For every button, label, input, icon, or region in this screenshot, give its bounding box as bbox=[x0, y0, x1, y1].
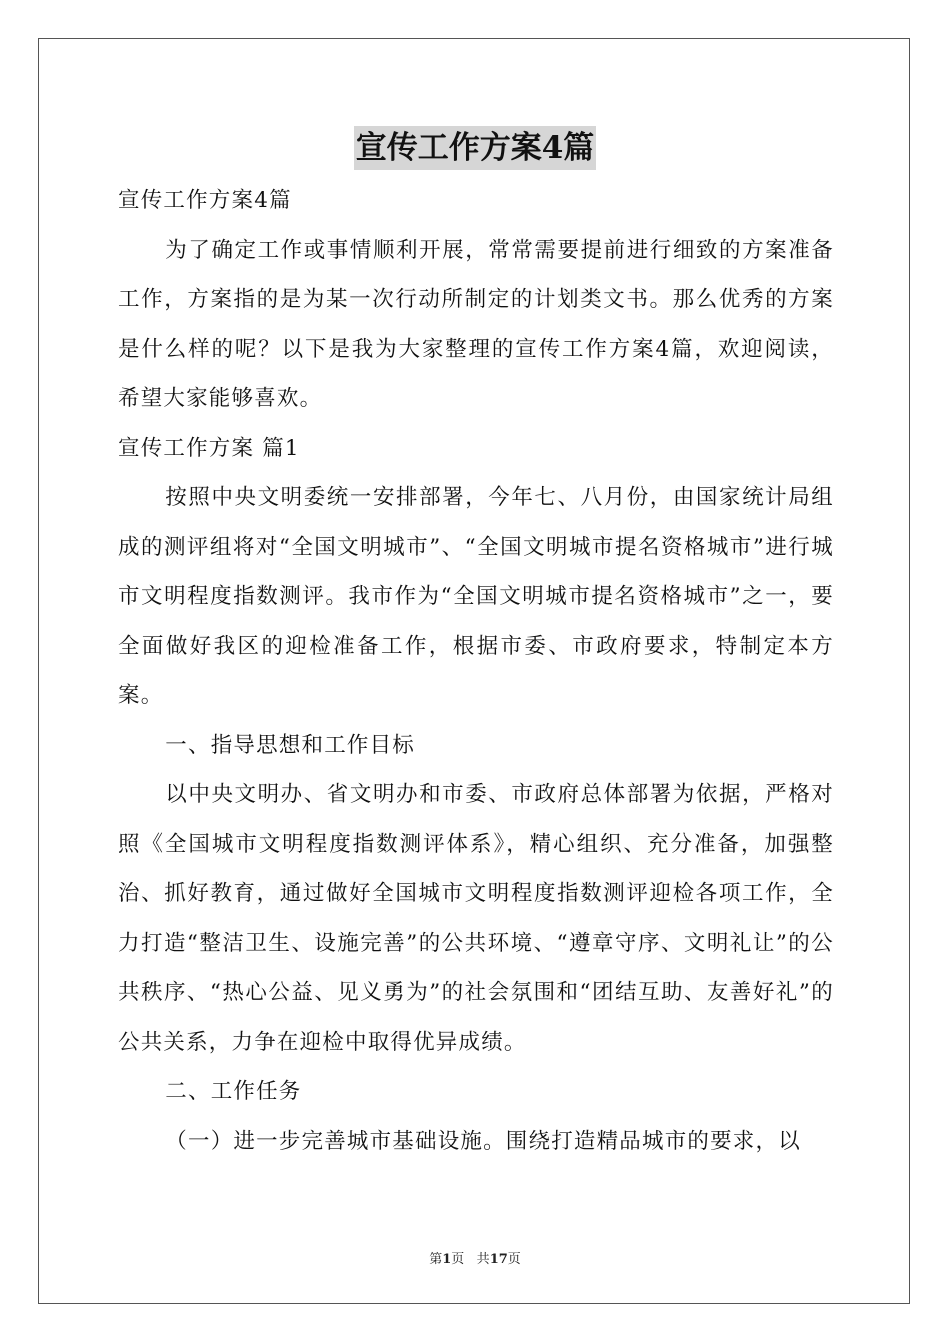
footer-total-pages: 17 bbox=[489, 1252, 508, 1267]
footer-page-suffix: 页 bbox=[451, 1252, 465, 1267]
paragraph: 一、指导思想和工作目标 bbox=[165, 732, 415, 758]
document-body bbox=[118, 176, 834, 1166]
paragraph: 为了确定工作或事情顺利开展，常常需要提前进行细致的方案准备工作，方案指的是为某一次行动所制定的计划类文书。那么优秀的方案是什么样的呢？以下是我为大家整理的宣传工作方案4篇，欢迎阅读，希望大家能够喜欢。 bbox=[118, 237, 834, 411]
footer-page-prefix: 第 bbox=[429, 1252, 443, 1267]
title-wrapper bbox=[0, 126, 950, 170]
footer-total-prefix: 共 bbox=[476, 1252, 490, 1267]
paragraph: 按照中央文明委统一安排部署，今年七、八月份，由国家统计局组成的测评组将对“全国文明城市”、“全国文明城市提名资格城市”进行城市文明程度指数测评。我市作为“全国文明城市提名资格城市”之一，要全面做好我区的迎检准备工作，根据市委、市政府要求，特制定本方案。 bbox=[118, 485, 834, 708]
page-footer bbox=[0, 1248, 950, 1267]
paragraph: 二、工作任务 bbox=[165, 1079, 302, 1104]
footer-page-number: 1 bbox=[442, 1252, 452, 1267]
paragraph: 以中央文明办、省文明办和市委、市政府总体部署为依据，严格对照《全国城市文明程度指数测评体系》，精心组织、充分准备，加强整治、抓好教育，通过做好全国城市文明程度指数测评迎检各项工作，全力打造“整洁卫生、设施完善”的公共环境、“遵章守序、文明礼让”的公共秩序、“热心公益、见义勇为”的社会氛围和“团结互助、友善好礼”的公共关系，力争在迎检中取得优异成绩。 bbox=[118, 782, 834, 1055]
document-title: 宣传工作方案4篇 bbox=[354, 126, 597, 170]
footer-total-suffix: 页 bbox=[507, 1252, 521, 1267]
paragraph: （一）进一步完善城市基础设施。围绕打造精品城市的要求，以 bbox=[165, 1128, 801, 1154]
paragraph: 宣传工作方案4篇 bbox=[118, 188, 292, 213]
paragraph: 宣传工作方案 篇1 bbox=[118, 435, 300, 461]
